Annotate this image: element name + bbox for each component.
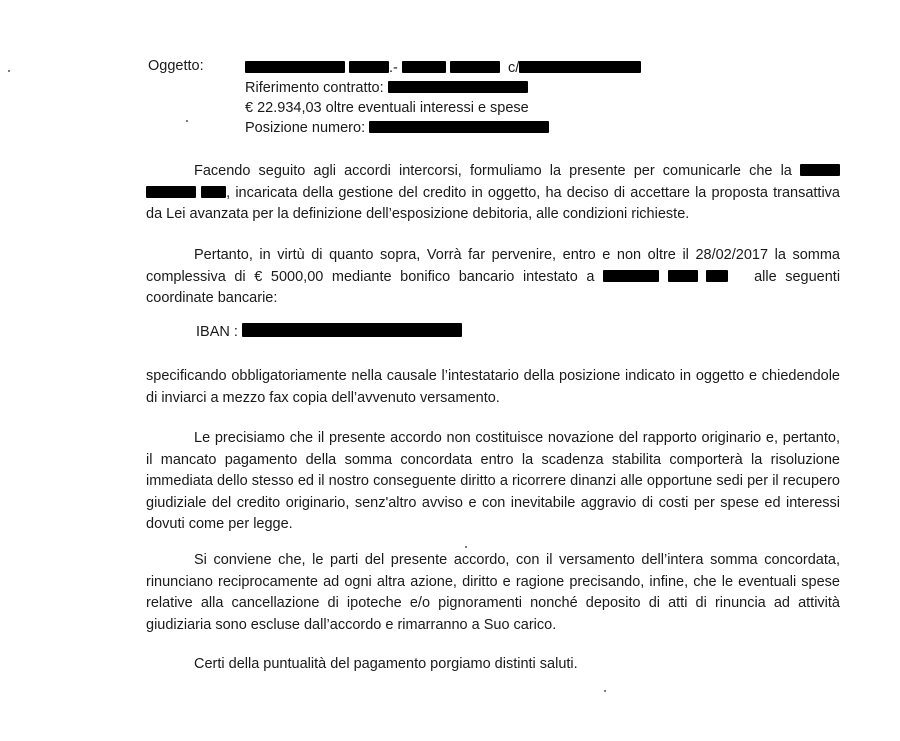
redaction-bar xyxy=(242,323,462,337)
paragraph-5: Si conviene che, le parti del presente accordo, con il versamento dell’intera somma concordata, rinunciano reciprocamente ad ogni altra azione, diritto e ragione precisando, infine, che le eventuali spese relative alla cancellazione di ipoteche e/o pignoramenti nonché deposito di atti di rinuncia ad attività giudiziaria sono escluse dall’accordo e rimarranno a Suo carico. xyxy=(146,552,840,633)
redaction-bar xyxy=(706,270,728,282)
scan-speck xyxy=(8,70,10,72)
subject-line xyxy=(245,58,641,78)
paragraph-3: specificando obbligatoriamente nella causale l’intestatario della posizione indicato in oggetto e chiedendole di inviarci a mezzo fax copia dell’avvenuto versamento. xyxy=(146,368,840,406)
paragraph-4: Le precisiamo che il presente accordo non costituisce novazione del rapporto originario e, pertanto, il mancato pagamento della somma concordata entro la scadenza stabilita comporterà la risoluzione immediata dello stesso ed il nostro conseguente diritto a ricorrere dinanzi alle opportune sedi per il recupero giudiziale del credito originario, senz'altro avviso e con inevitabile aggravio di costi per spese ed interessi dovuti come per legge. xyxy=(146,430,840,532)
redaction-bar xyxy=(668,270,698,282)
scan-speck xyxy=(604,690,606,692)
contract-ref-label: Riferimento contratto: xyxy=(245,80,384,96)
paragraph-1: Facendo seguito agli accordi intercorsi, formuliamo la presente per comunicarle che la , incaricata della gestione del credito in oggetto, ha deciso di accettare la proposta transattiva da Lei avanzata per la definizione dell’esposizione debitoria, alle condizioni richieste. xyxy=(146,163,840,222)
redaction-bar xyxy=(349,61,389,73)
redaction-bar xyxy=(369,121,549,133)
subject-label: Oggetto: xyxy=(148,58,204,74)
redaction-bar xyxy=(603,270,659,282)
contract-ref-line xyxy=(245,78,528,98)
redaction-bar xyxy=(201,186,226,198)
position-number-line xyxy=(245,118,549,138)
closing-line: Certi della puntualità del pagamento porgiamo distinti saluti. xyxy=(194,656,578,672)
subject-separator: c/ xyxy=(508,60,520,76)
amount-line: € 22.934,03 oltre eventuali interessi e spese xyxy=(245,100,529,116)
redaction-bar xyxy=(519,61,641,73)
redaction-bar xyxy=(800,164,840,176)
iban-label: IBAN : xyxy=(196,324,238,340)
redaction-bar xyxy=(402,61,446,73)
paragraph-2: Pertanto, in virtù di quanto sopra, Vorrà far pervenire, entro e non oltre il 28/02/2017 la somma complessiva di € 5000,00 mediante bonifico bancario intestato a alle seguenti coordinate bancarie: xyxy=(146,247,841,306)
redaction-bar xyxy=(146,186,196,198)
redaction-bar xyxy=(245,61,345,73)
iban-line xyxy=(196,322,462,342)
scan-speck xyxy=(186,120,188,122)
redaction-bar xyxy=(450,61,500,73)
scan-speck xyxy=(465,546,467,548)
subject-separator: .- xyxy=(389,60,398,76)
redaction-bar xyxy=(388,81,528,93)
position-label: Posizione numero: xyxy=(245,120,366,136)
